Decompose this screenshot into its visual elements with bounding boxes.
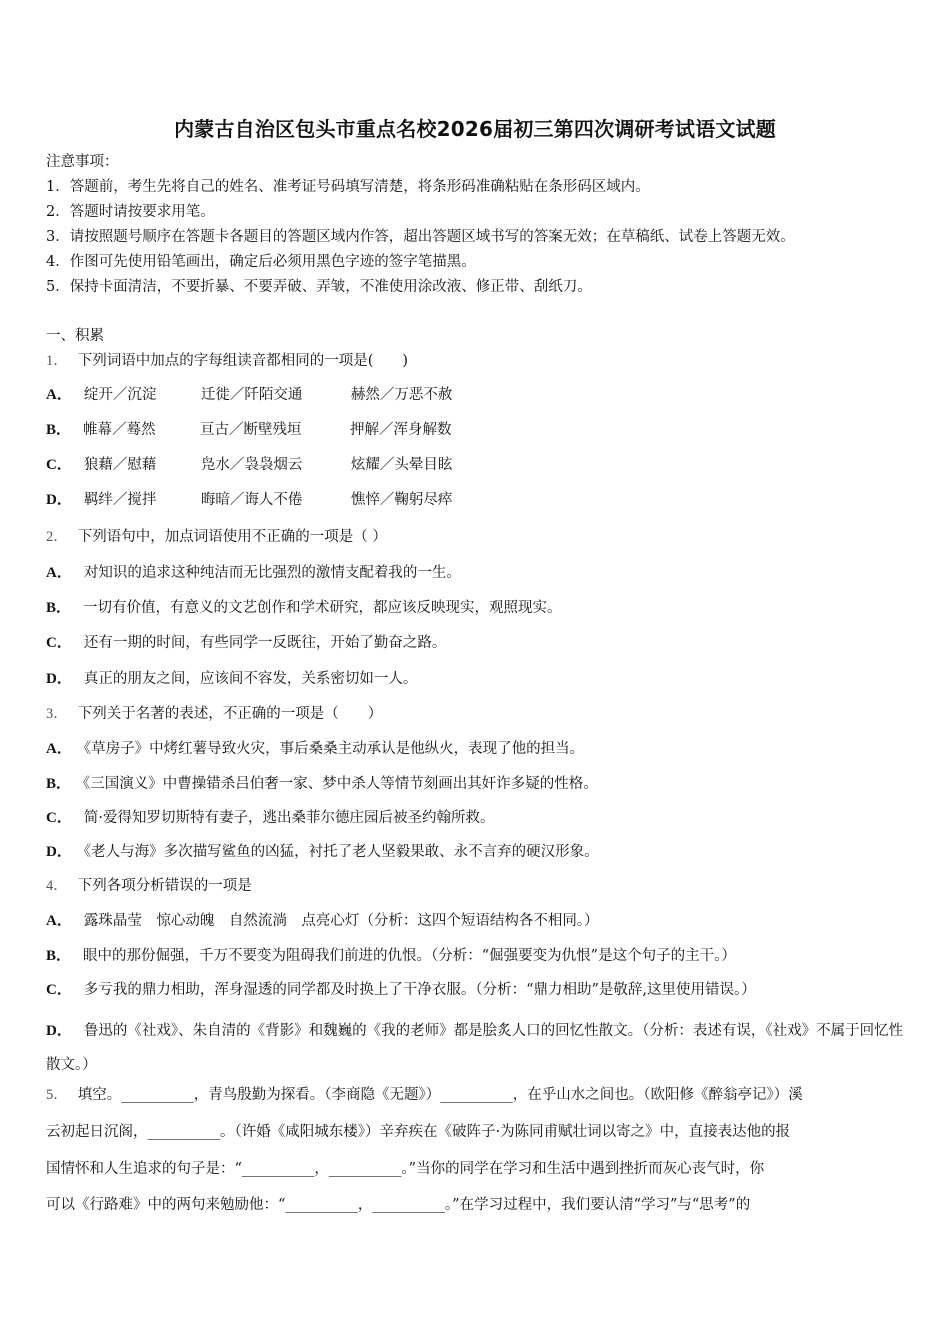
- option-label: B．: [46, 948, 72, 964]
- option-text: 简·爱得知罗切斯特有妻子，逃出桑菲尔德庄园后被圣约翰所救。: [83, 810, 495, 826]
- question-4-stem: [46, 876, 252, 896]
- question-number: 5．: [46, 1087, 68, 1103]
- option-text: 对知识的追求这种纯洁而无比强烈的激情支配着我的一生。: [83, 565, 461, 581]
- q1-option-b[interactable]: [46, 420, 500, 440]
- word-group: 亘古／断壁残垣: [200, 422, 302, 438]
- question-number: 3．: [46, 706, 68, 722]
- word-group: 押解／浑身解数: [350, 422, 452, 438]
- question-number: 4．: [46, 878, 68, 894]
- option-label: A．: [46, 387, 72, 403]
- option-text: 《三国演义》中曹操错杀吕伯奢一家、梦中杀人等情节刻画出其奸诈多疑的性格。: [83, 776, 598, 792]
- option-text: 鲁迅的《社戏》、朱自清的《背影》和魏巍的《我的老师》都是脍炙人口的回忆性散文。（分析：表述有误，《社戏》不属于回忆性散文。）: [46, 1023, 904, 1073]
- option-label: C．: [46, 982, 72, 998]
- q4-option-c[interactable]: [46, 980, 756, 1000]
- word-group: 炫耀／头晕目眩: [350, 457, 453, 473]
- section-heading: 一、积累: [46, 328, 104, 344]
- q1-option-a[interactable]: [46, 385, 501, 405]
- option-text: 多亏我的鼎力相助，浑身湿透的同学都及时换上了干净衣服。（分析：“鼎力相助”是敬辞,这里使用错误。）: [83, 982, 756, 998]
- fill-blank-text: 云初起日沉阁，__________。（许婚《咸阳城东楼》）辛弃疾在《破阵子·为陈同甫赋壮词以寄之》中，直接表达他的报: [46, 1124, 791, 1140]
- notice-item: 5．保持卡面清洁，不要折暴、不要弄破、弄皱，不准使用涂改液、修正带、刮纸刀。: [46, 279, 592, 295]
- word-group: 狼藉／慰藉: [83, 457, 157, 473]
- q2-option-b[interactable]: [46, 598, 562, 618]
- notice-item: 3．请按照题号顺序在答题卡各题目的答题区域内作答，超出答题区域书写的答案无效；在草稿纸、试卷上答题无效。: [46, 229, 795, 245]
- q1-option-c[interactable]: [46, 455, 501, 475]
- option-label: A．: [46, 741, 72, 757]
- q3-option-d[interactable]: [46, 842, 599, 862]
- word-group: 憔悴／鞠躬尽瘁: [350, 492, 453, 508]
- option-text: 真正的朋友之间，应该间不容发，关系密切如一人。: [83, 671, 418, 687]
- q4-option-d[interactable]: [46, 1014, 906, 1082]
- question-text: 下列词语中加点的字每组读音都相同的一项是( ): [77, 353, 409, 369]
- word-group: 迁徙／阡陌交通: [200, 387, 303, 403]
- notice-heading: 注意事项：: [46, 154, 119, 170]
- question-3-stem: [46, 704, 382, 724]
- option-text: 露珠晶莹 惊心动魄 自然流淌 点亮心灯（分析：这四个短语结构各不相同。）: [83, 913, 599, 929]
- option-label: A．: [46, 913, 72, 929]
- notice-item: 4．作图可先使用铅笔画出，确定后必须用黑色字迹的签字笔描黑。: [46, 254, 476, 270]
- option-label: C．: [46, 810, 72, 826]
- q2-option-a[interactable]: [46, 563, 461, 583]
- page-title: 内蒙古自治区包头市重点名校2026届初三第四次调研考试语文试题: [174, 117, 776, 141]
- q4-option-b[interactable]: [46, 946, 736, 966]
- notice-item: 1．答题前，考生先将自己的姓名、准考证号码填写清楚，将条形码准确粘贴在条形码区域内。: [46, 179, 650, 195]
- option-label: D．: [46, 492, 72, 508]
- option-label: D．: [46, 844, 72, 860]
- q2-option-c[interactable]: [46, 633, 446, 653]
- option-text: 眼中的那份倔强，千万不要变为阻碍我们前进的仇恨。（分析：“倔强要变为仇恨”是这个句子的主干。）: [83, 948, 736, 964]
- q4-option-a[interactable]: [46, 911, 599, 931]
- notice-item: 2．答题时请按要求用笔。: [46, 204, 215, 220]
- option-label: C．: [46, 635, 72, 651]
- q1-option-d[interactable]: [46, 490, 501, 510]
- question-2-stem: [46, 527, 387, 547]
- question-number: 2．: [46, 529, 68, 545]
- option-label: B．: [46, 600, 72, 616]
- option-text: 一切有价值，有意义的文艺创作和学术研究，都应该反映现实，观照现实。: [83, 600, 562, 616]
- fill-blank-text: 可以《行路难》中的两句来勉励他：“__________，__________。”在学习过程中，我们要认清“学习”与“思考”的: [46, 1197, 751, 1213]
- option-label: D．: [46, 1023, 72, 1039]
- word-group: 帷幕／蓦然: [83, 422, 156, 438]
- fill-blank-text: 国情怀和人生追求的句子是：“__________，__________。”当你的同学在学习和生活中遇到挫折而灰心丧气时，你: [46, 1161, 765, 1177]
- word-group: 赫然／万恶不赦: [350, 387, 453, 403]
- q3-option-a[interactable]: [46, 739, 584, 759]
- option-label: B．: [46, 422, 72, 438]
- q2-option-d[interactable]: [46, 669, 417, 689]
- question-number: 1．: [46, 353, 68, 369]
- option-text: 《老人与海》多次描写鲨鱼的凶猛，衬托了老人坚毅果敢、永不言弃的硬汉形象。: [83, 844, 599, 860]
- word-group: 晦暗／诲人不倦: [200, 492, 303, 508]
- question-5-line: [46, 1085, 803, 1105]
- q3-option-c[interactable]: [46, 808, 494, 828]
- option-text: 《草房子》中烤红薯导致火灾，事后桑桑主动承认是他纵火，表现了他的担当。: [83, 741, 585, 757]
- word-group: 羁绊／搅拌: [83, 492, 157, 508]
- question-text: 下列关于名著的表述，不正确的一项是（ ）: [77, 706, 383, 722]
- option-label: A．: [46, 565, 72, 581]
- question-1-stem: [46, 351, 408, 371]
- fill-blank-text: 填空。__________，青鸟殷勤为探看。（李商隐《无题》）__________，在乎山水之间也。（欧阳修《醉翁亭记》）溪: [77, 1087, 803, 1103]
- option-text: 还有一期的时间，有些同学一反既往，开始了勤奋之路。: [83, 635, 447, 651]
- option-label: D．: [46, 671, 72, 687]
- option-label: C．: [46, 457, 72, 473]
- question-text: 下列语句中，加点词语使用不正确的一项是（ ）: [77, 529, 387, 545]
- option-label: B．: [46, 776, 72, 792]
- word-group: 凫水／袅袅烟云: [200, 457, 303, 473]
- q3-option-b[interactable]: [46, 774, 598, 794]
- question-text: 下列各项分析错误的一项是: [77, 878, 252, 894]
- word-group: 绽开／沉淀: [83, 387, 157, 403]
